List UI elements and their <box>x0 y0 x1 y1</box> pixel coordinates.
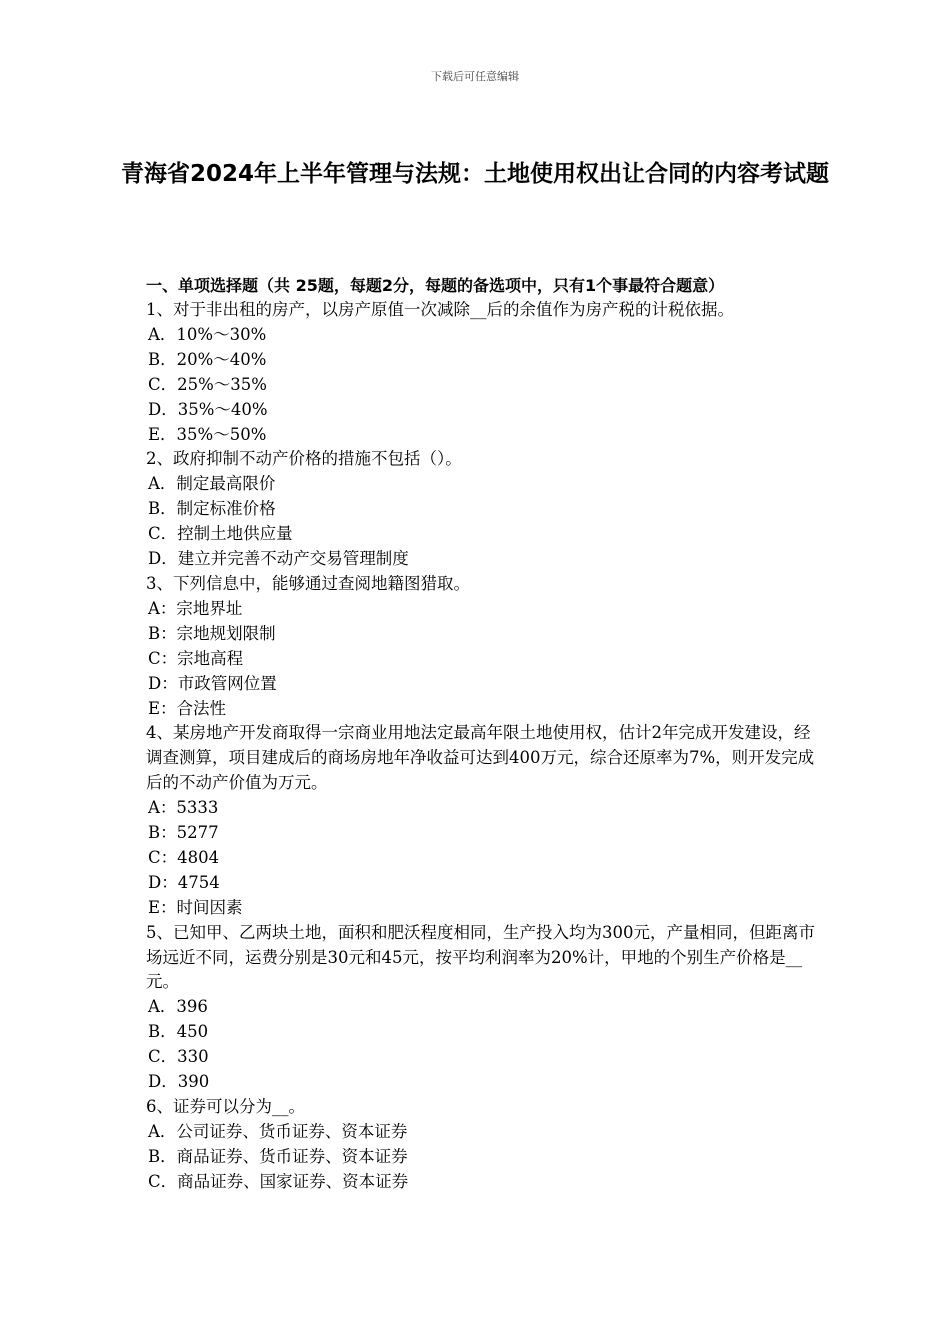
question-item <box>146 447 826 572</box>
answer-option: A：宗地界址 <box>148 598 243 618</box>
answer-option: A．制定最高限价 <box>148 474 276 494</box>
question-stem: 2、政府抑制不动产价格的措施不包括（）。 <box>146 449 462 469</box>
question-item <box>146 298 826 447</box>
question-stem: 4、某房地产开发商取得一宗商业用地法定最高年限土地使用权，估计2年完成开发建设，经调查测算，项目建成后的商场房地年净收益可达到400万元，综合还原率为7%，则开发完成后的不动产价值为万元。 <box>146 723 815 793</box>
answer-option: E：合法性 <box>148 698 227 718</box>
answer-option: C．商品证券、国家证券、资本证券 <box>148 1171 409 1191</box>
question-item <box>146 721 826 920</box>
answer-option: D．390 <box>148 1072 210 1092</box>
question-item <box>146 572 826 721</box>
exam-content <box>146 274 826 1195</box>
answer-option: A：5333 <box>148 798 219 818</box>
header-note: 下载后可任意编辑 <box>431 70 519 83</box>
answer-option: E：时间因素 <box>148 897 243 917</box>
answer-option: C：宗地高程 <box>148 648 244 668</box>
question-item <box>146 1095 826 1195</box>
section-heading: 一、单项选择题（共 25题，每题2分，每题的备选项中，只有1个事最符合题意） <box>146 276 725 295</box>
answer-option: C．25%～35% <box>148 374 267 394</box>
answer-option: E．35%～50% <box>148 424 267 444</box>
answer-option: C．330 <box>148 1047 209 1067</box>
answer-option: D．建立并完善不动产交易管理制度 <box>148 549 409 569</box>
answer-option: B．商品证券、货币证券、资本证券 <box>148 1146 408 1166</box>
question-stem: 6、证券可以分为__。 <box>146 1097 305 1116</box>
question-item <box>146 921 826 1095</box>
document-title: 青海省2024年上半年管理与法规：土地使用权出让合同的内容考试题 <box>120 161 829 187</box>
answer-option: B．450 <box>148 1022 209 1042</box>
answer-option: D：市政管网位置 <box>148 673 277 693</box>
answer-option: C．控制土地供应量 <box>148 524 293 544</box>
answer-option: B：宗地规划限制 <box>148 623 276 643</box>
answer-option: D：4754 <box>148 872 220 892</box>
question-stem: 1、对于非出租的房产，以房产原值一次减除__后的余值作为房产税的计税依据。 <box>146 300 734 319</box>
question-stem: 3、下列信息中，能够通过查阅地籍图猎取。 <box>146 573 470 593</box>
question-stem: 5、已知甲、乙两块土地，面积和肥沃程度相同，生产投入均为300元，产量相同，但距离市场远近不同，运费分别是30元和45元，按平均利润率为20%计，甲地的个别生产价格是__元。 <box>146 922 815 992</box>
answer-option: D．35%～40% <box>148 399 268 419</box>
answer-option: A．公司证券、货币证券、资本证券 <box>148 1121 408 1141</box>
answer-option: B：5277 <box>148 823 219 843</box>
answer-option: A．396 <box>148 997 208 1017</box>
answer-option: A．10%～30% <box>148 324 267 344</box>
question-list <box>146 298 826 1195</box>
answer-option: C：4804 <box>148 847 220 867</box>
answer-option: B．制定标准价格 <box>148 499 276 519</box>
answer-option: B．20%～40% <box>148 349 267 369</box>
